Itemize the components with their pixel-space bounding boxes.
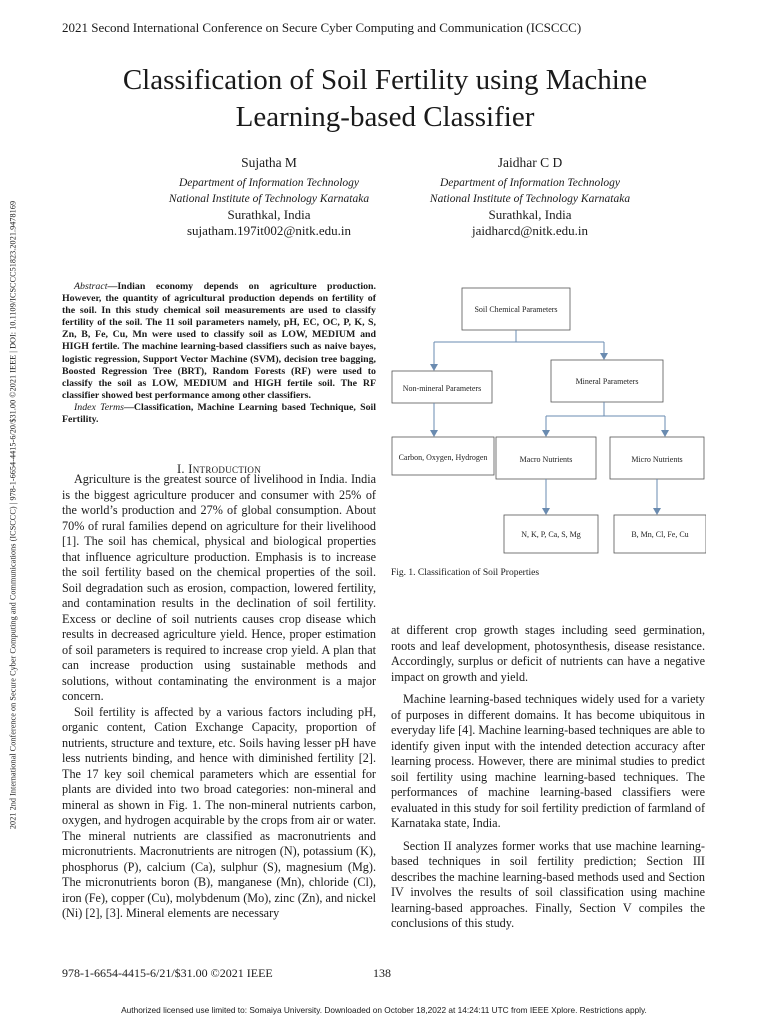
index-terms-lead: Index Terms xyxy=(74,401,124,413)
author-name: Sujatha M xyxy=(241,155,297,170)
diagram-label-macro-items: N, K, P, Ca, S, Mg xyxy=(521,530,581,539)
abstract-lead: Abstract xyxy=(74,281,108,292)
figure-caption: Fig. 1. Classification of Soil Properties xyxy=(391,568,540,578)
abstract xyxy=(62,281,376,426)
author-inst: National Institute of Technology Karnataka xyxy=(168,193,370,205)
author-location: Surathkal, India xyxy=(227,207,311,222)
section-heading: I. Introduction xyxy=(176,462,262,476)
author-dept: Department of Information Technology xyxy=(178,177,360,189)
paper-title xyxy=(60,62,710,136)
author-dept: Department of Information Technology xyxy=(439,177,621,189)
diagram-label-root: Soil Chemical Parameters xyxy=(474,305,558,314)
left-column-body xyxy=(62,472,376,922)
index-terms-text: —Classification, Machine Learning based Technique, Soil Fertility. xyxy=(62,401,376,426)
author-inst: National Institute of Technology Karnataka xyxy=(429,193,631,205)
diagram-label-micro-items: B, Mn, Cl, Fe, Cu xyxy=(631,530,689,539)
body-paragraph: Section II analyzes former works that use machine learning-based techniques in soil fertility prediction; Section III describes the machine learning-based methods used and Section IV involves the results of soil classification using machine learning-based approaches. Finally, Section V compiles the conclusions of this study. xyxy=(391,838,705,930)
side-doi-text: 2021 2nd International Conference on Secure Cyber Computing and Communications (ICSCCC) | 978-1-6654-4415-6/20/$31.00 ©2021 IEEE | DOI: 10.1109/ICSCCC51823.2021.9478169 xyxy=(8,200,18,830)
diagram-label-micro: Micro Nutrients xyxy=(631,455,683,464)
abstract-text: —Indian economy depends on agriculture production. However, the quantity of agricultural production depends on fertility of the soil. In this study chemical soil measurements are used to classify fertility of the soil. The 11 soil parameters namely, pH, EC, OC, P, K, S, Zn, B, Fe, Cu, Mn were used to classify soil as LOW, MEDIUM and HIGH fertile. The machine learning-based classifiers such as naive bayes, logistic regression, Support Vector Machine (SVM), decision tree bagging, Boosted Regression Tree (BRT), Random Forests (RF) were used to classify the soil as LOW, MEDIUM and HIGH fertile soil. The RF classifier showed best performance among other classifiers. xyxy=(62,281,376,401)
body-paragraph: Machine learning-based techniques widely used for a variety of purposes in different domains. It has become ubiquitous in everyday life [4]. Machine learning-based techniques are able to identify given input with the intended detection accuracy after learning process. However, there are minimal studies to predict soil fertility using machine learning-based techniques. The performances of machine learning-based classifiers were evaluated in this study for soil fertility prediction of farmland of Karnataka state, India. xyxy=(391,692,705,830)
license-notice: Authorized licensed use limited to: Somaiya University. Downloaded on October 18,2022 at 14:24:11 UTC from IEEE Xplore. Restrictions apply. xyxy=(121,1005,647,1015)
footer-isbn: 978-1-6654-4415-6/21/$31.00 ©2021 IEEE xyxy=(62,966,273,980)
author-location: Surathkal, India xyxy=(488,207,572,222)
author-name: Jaidhar C D xyxy=(497,155,563,170)
diagram-label-macro: Macro Nutrients xyxy=(519,455,573,464)
page-number: 138 xyxy=(373,966,391,980)
diagram-label-non-mineral: Non-mineral Parameters xyxy=(402,384,482,393)
author-email[interactable]: sujatham.197it002@nitk.edu.in xyxy=(187,223,351,238)
right-column-body xyxy=(391,623,705,932)
title-line-2: Learning-based Classifier xyxy=(235,101,535,133)
author-block-2 xyxy=(365,155,695,239)
body-paragraph: at different crop growth stages including seed germination, roots and leaf development, photosynthesis, disease resistance. Accordingly, surplus or deficit of nutrients can have a negative impact on growth and yield. xyxy=(391,623,705,684)
soil-classification-diagram xyxy=(388,280,706,560)
intro-paragraph: Agriculture is the greatest source of livelihood in India. India is the biggest agriculture producer and consumer with 25% of the world’s production and 27% of global consumption. About 70% of rural families depend on agriculture for their livelihood [1]. The soil has chemical, physical and biological properties that influence agriculture production. Emphasis is to increase the soil fertility based on the chemical properties of the soil. Soil degradation such as erosion, compaction, lowered fertility, and contamination results in the declination of soil fertility. Excess or decline of soil nutrients causes crop disease which results in decreased agriculture yield. Hence, proper estimation of soil parameters is required to increase crop yield. A plan that can increase production using sustainable methods and solutions, without contaminating the environment is a major concern. xyxy=(62,472,376,703)
intro-paragraph: Soil fertility is affected by a various factors including pH, organic content, Cation Exchange Capacity, proportion of nutrients, structure and texture, etc. Soils having lesser pH have less nutrients binding, and hence with diminished fertility [2]. The 17 key soil chemical parameters which are essential for plants are divided into two broad categories: non-mineral and mineral as shown in Fig. 1. The non-mineral nutrients carbon, oxygen, and hydrogen acquirable by the crops from air or water. The mineral nutrients are classified as macronutrients and micronutrients. Macronutrients are nitrogen (N), potassium (K), phosphorus (P), calcium (Ca), sulphur (S), magnesium (Mg). The micronutrients boron (B), manganese (Mn), chloride (Cl), iron (Fe), copper (Cu), molybdenum (Mo), zinc (Zn), and nickel (Ni) [2], [3]. Mineral elements are necessary xyxy=(62,704,376,920)
conference-header: 2021 Second International Conference on Secure Cyber Computing and Communication (ICSCCC) xyxy=(62,20,582,35)
title-line-1: Classification of Soil Fertility using Machine xyxy=(122,64,648,96)
diagram-label-non-mineral-items: Carbon, Oxygen, Hydrogen xyxy=(398,453,488,462)
diagram-label-mineral: Mineral Parameters xyxy=(575,377,639,386)
author-email[interactable]: jaidharcd@nitk.edu.in xyxy=(472,223,588,238)
